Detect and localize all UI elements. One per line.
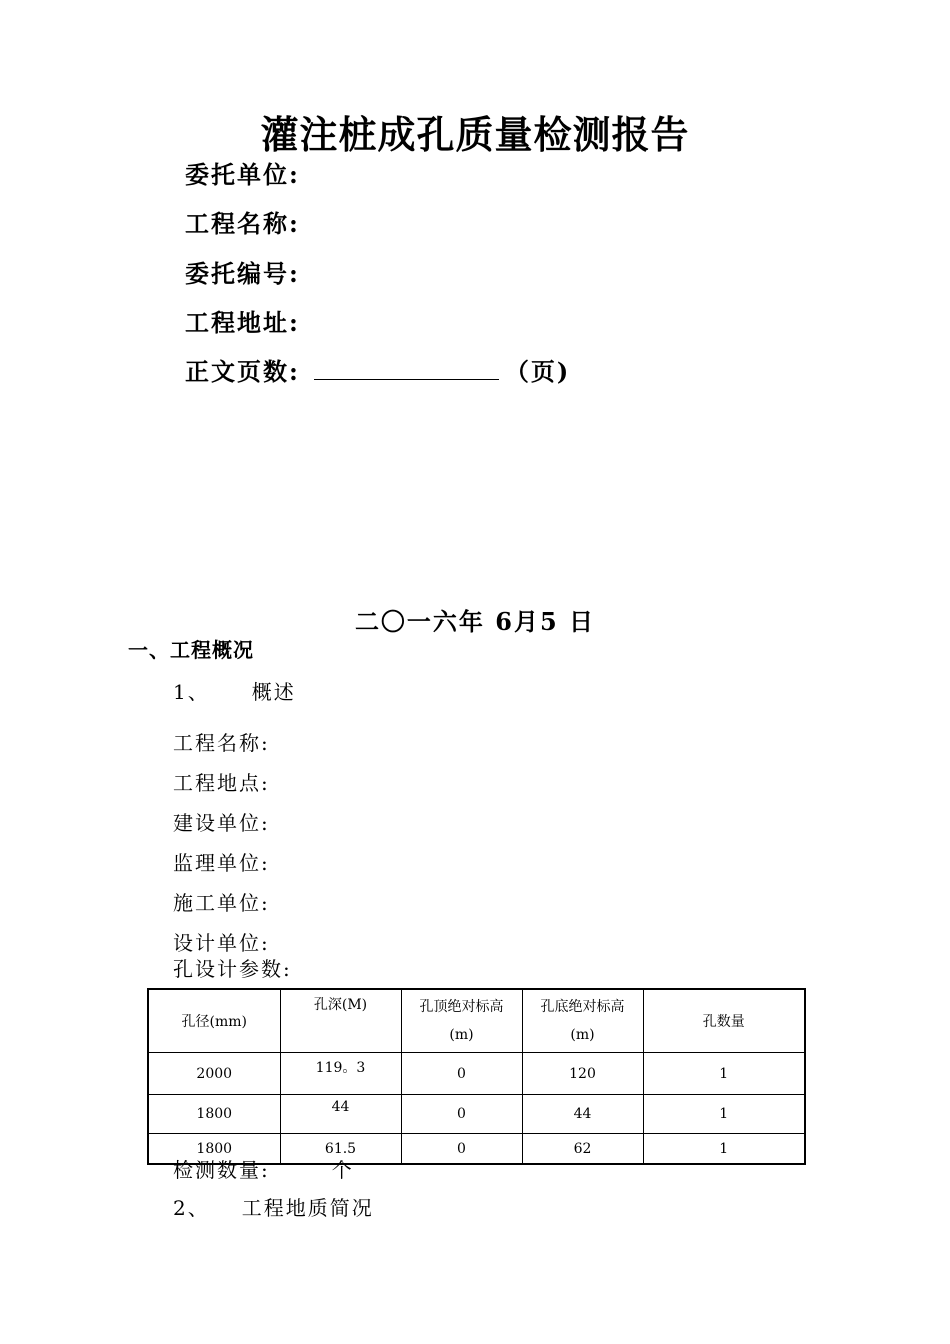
table-cell: 1 xyxy=(643,1095,805,1134)
inspect-count xyxy=(173,1154,354,1183)
subsection-2-num: 2、 xyxy=(173,1196,210,1220)
header-line: 孔底绝对标高 xyxy=(540,999,625,1015)
project-address-field: 工程地址: xyxy=(185,308,300,337)
table-cell: 1 xyxy=(643,1134,805,1165)
header-line: (m) xyxy=(449,1027,474,1043)
page-count-blank xyxy=(314,357,499,380)
table-header-row xyxy=(148,989,805,1053)
subsection-1 xyxy=(173,676,296,705)
table-cell: 44 xyxy=(522,1095,643,1134)
table-cell: 119。3 xyxy=(280,1053,401,1095)
subsection-2 xyxy=(173,1192,374,1221)
hole-params-table xyxy=(147,988,806,1165)
subsection-1-title: 概述 xyxy=(251,680,296,704)
table-cell: 0 xyxy=(401,1134,522,1165)
table-row xyxy=(148,1095,805,1134)
table-cell: 2000 xyxy=(148,1053,280,1095)
table-cell: 44 xyxy=(280,1095,401,1134)
report-date: 二〇一六年 6月5 日 xyxy=(354,607,596,636)
table-cell: 0 xyxy=(401,1095,522,1134)
page-count-field xyxy=(185,352,570,387)
table-cell: 120 xyxy=(522,1053,643,1095)
report-title: 灌注桩成孔质量检测报告 xyxy=(260,112,690,157)
header-cell: 孔数量 xyxy=(643,989,805,1053)
overview-supervisor: 监理单位: xyxy=(173,851,270,875)
overview-contractor: 施工单位: xyxy=(173,891,270,915)
page-count-label: 正文页数: xyxy=(185,357,300,386)
overview-designer: 设计单位: xyxy=(173,931,270,955)
overview-project-name: 工程名称: xyxy=(173,731,270,755)
header-line: 孔顶绝对标高 xyxy=(419,999,504,1015)
header-cell xyxy=(401,989,522,1053)
table-cell: 1800 xyxy=(148,1095,280,1134)
overview-builder: 建设单位: xyxy=(173,811,270,835)
params-label: 孔设计参数: xyxy=(173,957,292,981)
table-cell: 1800 xyxy=(148,1134,280,1165)
header-cell: 孔深(M) xyxy=(280,989,401,1053)
overview-project-location: 工程地点: xyxy=(173,771,270,795)
table-cell: 62 xyxy=(522,1134,643,1165)
client-field: 委托单位: xyxy=(185,160,300,189)
header-cell xyxy=(522,989,643,1053)
subsection-1-num: 1、 xyxy=(173,680,210,704)
section-heading-overview: 一、工程概况 xyxy=(128,638,254,662)
inspect-count-unit: 个 xyxy=(331,1158,354,1182)
commission-no-field: 委托编号: xyxy=(185,259,300,288)
page-count-unit: （页) xyxy=(504,357,571,386)
table-cell: 1 xyxy=(643,1053,805,1095)
header-line: (m) xyxy=(570,1027,595,1043)
subsection-2-title: 工程地质简况 xyxy=(241,1196,374,1220)
header-cell: 孔径(mm) xyxy=(148,989,280,1053)
table-row xyxy=(148,1053,805,1095)
project-name-field: 工程名称: xyxy=(185,209,300,238)
inspect-count-label: 检测数量: xyxy=(173,1158,270,1182)
table-cell: 61.5 xyxy=(280,1134,401,1165)
table-cell: 0 xyxy=(401,1053,522,1095)
